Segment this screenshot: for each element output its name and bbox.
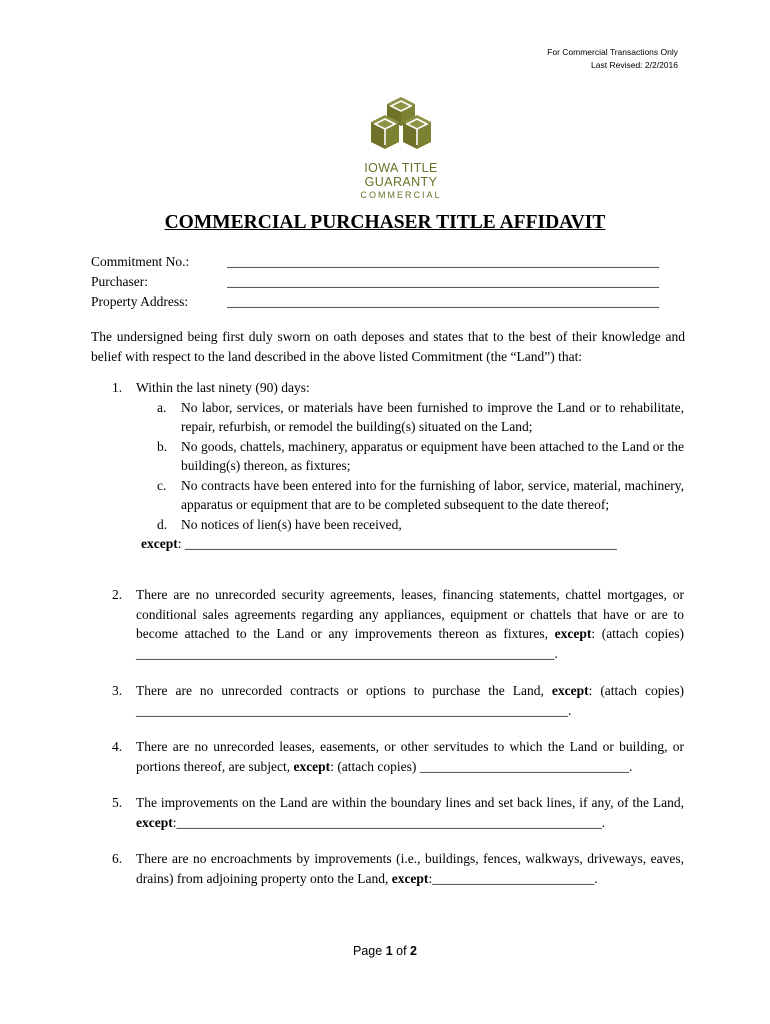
list-item-1 [112, 378, 684, 554]
item-body [136, 585, 684, 663]
sub-item-text: No goods, chattels, machinery, apparatus or equipment have been attached to the Land or the building(s) thereon, as fixtures; [181, 438, 684, 473]
except-label: except [551, 683, 589, 698]
item-body [136, 849, 684, 888]
except-blank[interactable]: : (attach copies) ______________________________________________________________. [136, 626, 685, 661]
page-footer [0, 944, 770, 958]
item-number: 3. [112, 683, 123, 698]
item-text: Within the last ninety (90) days: [136, 380, 310, 395]
sub-item-text: No notices of lien(s) have been received, [181, 516, 402, 532]
except-line-1 [141, 534, 684, 554]
sub-item-b [157, 437, 684, 476]
sub-item-text: No labor, services, or materials have been furnished to improve the Land or to rehabilitate, repair, refurbish, or remodel the building(s) situated on the Land; [181, 399, 684, 434]
header-note [547, 46, 678, 72]
item-text: There are no unrecorded leases, easements, or other servitudes to which the Land or building, or portions thereof, are subject, [136, 739, 684, 774]
sub-item-c [157, 476, 684, 515]
except-blank[interactable]: : (attach copies) _______________________________. [330, 758, 633, 774]
sub-item-letter: d. [157, 516, 168, 532]
header-fields [91, 252, 681, 312]
except-label: except [293, 758, 331, 774]
page-number: 1 [385, 944, 393, 958]
item-number: 2. [112, 587, 123, 602]
company-logo [340, 95, 462, 200]
commitment-no-blank[interactable]: ________________________________________________________________ [227, 254, 659, 269]
except-blank[interactable]: :_______________________________________________________________. [172, 814, 606, 830]
page-total: 2 [410, 944, 417, 958]
of-word: of [396, 944, 407, 958]
field-label: Purchaser: [91, 274, 148, 289]
field-label: Property Address: [91, 294, 189, 309]
intro-paragraph: The undersigned being first duly sworn on oath deposes and states that to the best of their knowledge and belief with respect to the land described in the above listed Commitment (the “Land”) that: [91, 329, 685, 364]
sub-item-a [157, 398, 684, 437]
list-item-3 [112, 681, 684, 720]
except-blank[interactable]: : ________________________________________________________________ [177, 536, 617, 551]
sub-list [157, 398, 684, 535]
logo-company-name: IOWA TITLE GUARANTY [364, 161, 438, 189]
field-property-address [91, 292, 681, 312]
sub-item-letter: b. [157, 438, 168, 454]
sub-item-letter: c. [157, 477, 167, 493]
logo-division: COMMERCIAL [360, 190, 442, 200]
list-item-6 [112, 849, 684, 888]
document-title: COMMERCIAL PURCHASER TITLE AFFIDAVIT [164, 212, 606, 233]
except-label: except [136, 814, 173, 830]
header-note-line2: Last Revised: 2/2/2016 [591, 60, 678, 70]
except-label: except [141, 536, 178, 551]
field-commitment-no [91, 252, 681, 272]
item-text: There are no unrecorded contracts or options to purchase the Land, [136, 683, 544, 698]
except-blank[interactable]: : (attach copies) ________________________________________________________________. [136, 683, 685, 718]
item-text: There are no unrecorded security agreements, leases, financing statements, chattel mortgages, or conditional sales agreements regarding any appliances, equipment or chattels that have or are to become attached to the Land or any improvements thereon as fixtures, [136, 587, 684, 641]
field-purchaser [91, 272, 681, 292]
item-number: 6. [112, 851, 123, 866]
purchaser-blank[interactable]: ________________________________________________________________ [227, 274, 659, 289]
item-body [136, 681, 684, 720]
list-item-4 [112, 737, 684, 776]
property-address-blank[interactable]: ________________________________________________________________ [227, 294, 659, 309]
sub-item-letter: a. [157, 399, 167, 415]
item-body [136, 737, 684, 776]
item-number: 4. [112, 739, 123, 754]
list-item-2 [112, 585, 684, 663]
list-item-5 [112, 793, 684, 832]
item-text: The improvements on the Land are within the boundary lines and set back lines, if any, of the Land, [136, 795, 684, 810]
field-label: Commitment No.: [91, 254, 190, 269]
sub-item-text: No contracts have been entered into for the furnishing of labor, service, material, machinery, apparatus or equipment that are to be completed subsequent to the date thereof; [181, 477, 684, 512]
item-number: 5. [112, 795, 123, 810]
except-label: except [391, 870, 429, 886]
header-note-line1: For Commercial Transactions Only [547, 47, 678, 57]
cubes-logo-icon [365, 95, 437, 157]
item-number: 1. [112, 380, 123, 395]
except-label: except [554, 626, 592, 641]
item-body [136, 793, 684, 832]
page-word: Page [353, 944, 383, 958]
except-blank[interactable]: :________________________. [428, 870, 598, 886]
sub-item-d [157, 515, 684, 535]
item-text: There are no encroachments by improvements (i.e., buildings, fences, walkways, driveways, eaves, drains) from adjoining property onto the Land, [136, 851, 684, 886]
